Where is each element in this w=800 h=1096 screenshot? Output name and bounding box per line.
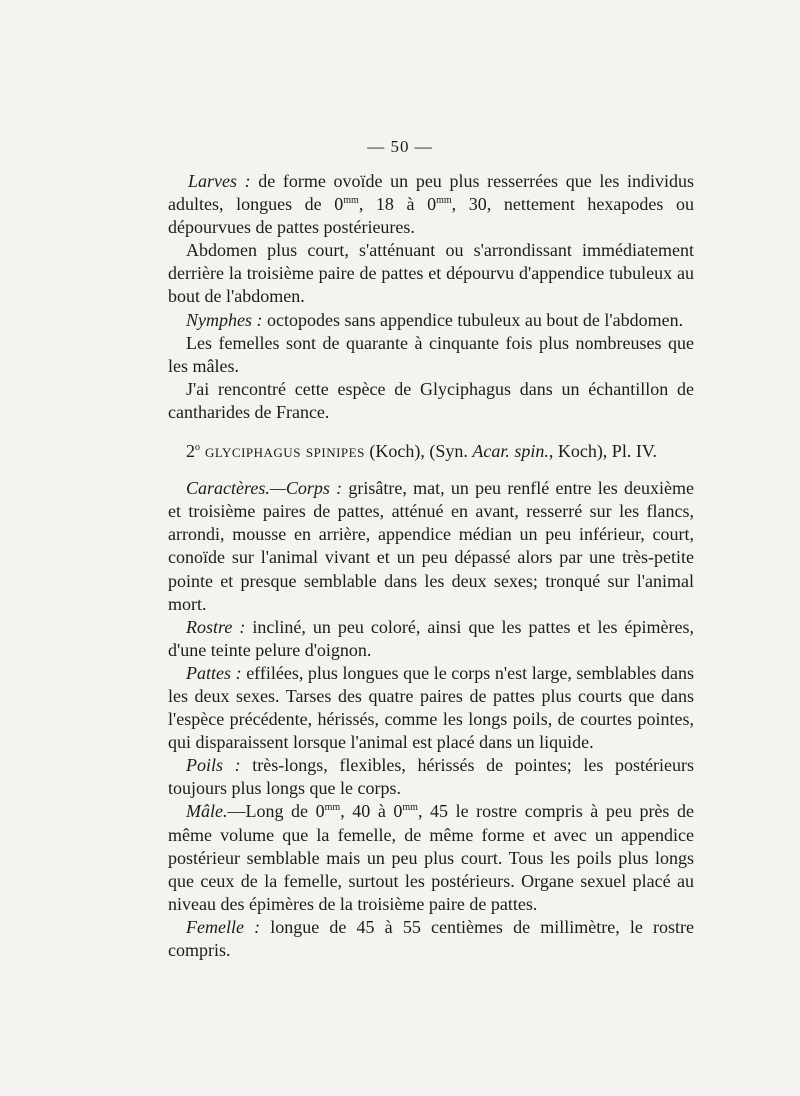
lead-femelle: Femelle :: [186, 916, 261, 937]
text-rostre: incliné, un peu coloré, ainsi que les pattes et les épimères, d'une teinte pelure d'oignon.: [168, 616, 694, 660]
paragraph-femelles: Les femelles sont de quarante à cinquante fois plus nombreuses que les mâles.: [168, 332, 694, 376]
lead-male: Mâle.: [186, 801, 228, 822]
text-caracteres: grisâtre, mat, un peu renflé entre les deuxième et troisième paires de pattes, atténué en avant, resserré sur les flancs, arrondi, mousse en arrière, appendice médian un peu inférieur, court, conoïde sur l'animal vivant et un peu dépassé alors par une très-petite pointe et presque semblable dans les deux sexes; tronqué sur l'animal mort.: [168, 478, 694, 614]
paragraph-nymphes: [168, 309, 694, 332]
heading-number: 2: [186, 441, 195, 462]
lead-caracteres: Caractères.—Corps :: [186, 478, 343, 499]
heading-synonym: Acar. spin.: [472, 441, 549, 462]
text-male-1: —Long de 0: [227, 801, 325, 822]
unit-mm: mm: [436, 195, 452, 207]
text-femelle: longue de 45 à 55 centièmes de millimètre, le rostre compris.: [168, 916, 694, 960]
text-poils: très-longs, flexibles, hérissés de pointes; les postérieurs toujours plus longs que le corps.: [168, 755, 695, 799]
lead-poils: Poils :: [186, 755, 241, 776]
paragraph-caracteres: [168, 477, 694, 616]
text-larves-2: , 18 à 0: [358, 194, 437, 215]
text-larves-3: , 30, nettement hexapodes ou dépourvues de pattes postérieures.: [168, 194, 694, 238]
text-male-2: , 40 à 0: [340, 801, 403, 822]
body-text: [168, 170, 694, 962]
heading-text-2: , Koch), Pl. IV.: [548, 441, 657, 462]
paragraph-male: [168, 800, 694, 915]
text-larves-1: de forme ovoïde un peu plus resserrées que les individus adultes, longues de 0: [168, 171, 694, 215]
text-pattes: effilées, plus longues que le corps n'est large, semblables dans les deux sexes. Tarses des quatre paires de pattes plus courts que dans l'espèce précédente, hérissés, comme les longs poils, de courtes pointes, qui disparaissent lorsque l'animal est placé dans un liquide.: [168, 662, 694, 753]
unit-mm: mm: [402, 802, 418, 814]
page-number: — 50 —: [367, 137, 433, 156]
unit-mm: mm: [324, 802, 341, 814]
text-male-3: , 45 le rostre compris à peu près de même volume que la femelle, de même forme et avec un appendice postérieur semblable mais un peu plus court. Tous les poils plus longs que ceux de la femelle, surtout les postérieurs. Organe sexuel placé au niveau des épimères de la troisième paire de pattes.: [168, 801, 694, 914]
lead-pattes: Pattes :: [186, 662, 242, 683]
species-heading: [168, 440, 694, 463]
lead-rostre: Rostre :: [186, 616, 246, 637]
paragraph-femelle: [168, 916, 694, 962]
lead-larves: Larves :: [188, 171, 251, 191]
heading-text-1: (Koch), (Syn.: [364, 441, 473, 462]
paragraph-pattes: [168, 662, 694, 754]
lead-nymphes: Nymphes :: [186, 309, 263, 330]
text-nymphes: octopodes sans appendice tubuleux au bout de l'abdomen.: [262, 309, 684, 330]
paragraph-poils: [168, 754, 694, 800]
species-name: glyciphagus spinipes: [200, 441, 365, 462]
paragraph-rostre: [168, 616, 694, 662]
unit-mm: mm: [343, 195, 359, 207]
paragraph-abdomen: Abdomen plus court, s'atténuant ou s'arrondissant immédiatement derrière la troisième paire de pattes et dépourvu d'appendice tubuleux au bout de l'abdomen.: [168, 240, 694, 307]
heading-number-sup: o: [195, 442, 200, 454]
paragraph-larves: [168, 170, 694, 239]
paragraph-rencontre: J'ai rencontré cette espèce de Glyciphagus dans un échantillon de cantharides de France.: [168, 378, 694, 422]
